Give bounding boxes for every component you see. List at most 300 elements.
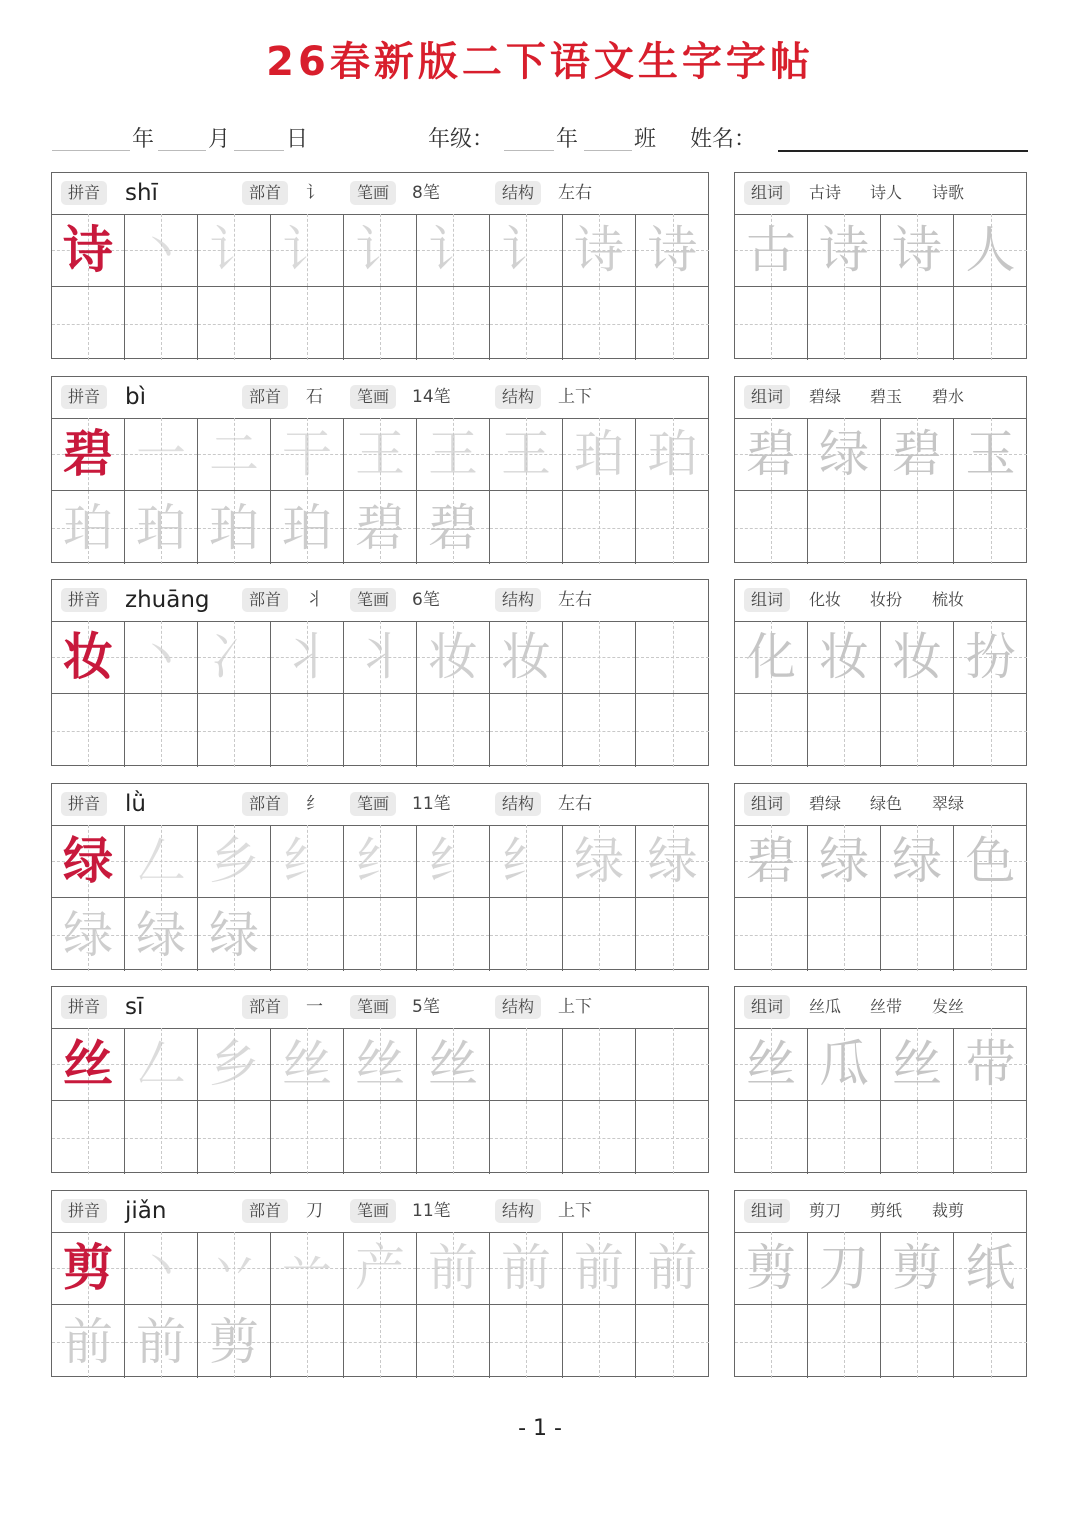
- writing-cell[interactable]: [198, 287, 271, 360]
- writing-cell[interactable]: [344, 621, 417, 694]
- character-block: [51, 1190, 1027, 1379]
- writing-cell[interactable]: [881, 1101, 954, 1174]
- writing-cell[interactable]: [808, 621, 881, 694]
- writing-cell[interactable]: [954, 287, 1027, 360]
- word-header: [735, 1191, 1026, 1233]
- writing-cell[interactable]: [563, 694, 636, 767]
- writing-cell[interactable]: [563, 621, 636, 694]
- trace-character: 人: [965, 221, 1016, 279]
- writing-cell[interactable]: [417, 1232, 490, 1305]
- writing-cell[interactable]: [344, 1028, 417, 1101]
- writing-cell[interactable]: [198, 214, 271, 287]
- model-character: 剪: [63, 1238, 113, 1297]
- writing-cell[interactable]: [417, 1028, 490, 1101]
- writing-cell[interactable]: [52, 694, 125, 767]
- strokes-tag: 笔画: [350, 995, 396, 1019]
- writing-cell[interactable]: [52, 1101, 125, 1174]
- writing-cell[interactable]: [735, 491, 808, 564]
- writing-cell[interactable]: [52, 214, 125, 287]
- stroke-step-char: 剪: [209, 1312, 259, 1371]
- writing-cell[interactable]: [881, 214, 954, 287]
- structure-value: 上下: [558, 997, 592, 1017]
- writing-cell[interactable]: [808, 1232, 881, 1305]
- word-item: 妆扮: [870, 590, 903, 609]
- writing-cell[interactable]: [417, 491, 490, 564]
- writing-cell[interactable]: [636, 825, 709, 898]
- writing-cell[interactable]: [417, 1305, 490, 1378]
- writing-cell[interactable]: [198, 825, 271, 898]
- writing-cell[interactable]: [125, 287, 198, 360]
- writing-cell[interactable]: [271, 1028, 344, 1101]
- writing-cell[interactable]: [52, 491, 125, 564]
- stroke-order-panel: [51, 1190, 709, 1377]
- character-block: [51, 579, 1027, 768]
- writing-cell[interactable]: [954, 1232, 1027, 1305]
- writing-cell[interactable]: [808, 1028, 881, 1101]
- student-info-row: [52, 118, 1028, 158]
- stroke-step-char: 讠: [355, 221, 405, 279]
- radical-tag: 部首: [242, 1199, 288, 1223]
- writing-cell[interactable]: [417, 214, 490, 287]
- writing-cell[interactable]: [490, 898, 563, 971]
- word-panel: [734, 986, 1027, 1173]
- writing-cell[interactable]: [198, 1028, 271, 1101]
- trace-character: 扮: [965, 628, 1016, 686]
- writing-cell[interactable]: [881, 694, 954, 767]
- writing-cell[interactable]: [881, 287, 954, 360]
- stroke-step-char: 䒑: [282, 1239, 332, 1297]
- writing-cell[interactable]: [125, 418, 198, 491]
- trace-character: 碧: [746, 832, 796, 890]
- writing-cell[interactable]: [954, 694, 1027, 767]
- grade-label: 年级：: [428, 127, 495, 152]
- stroke-step-char: 绿: [136, 905, 186, 964]
- writing-cell[interactable]: [52, 621, 125, 694]
- writing-cell[interactable]: [344, 1232, 417, 1305]
- stroke-step-char: 纟: [355, 832, 405, 890]
- writing-cell[interactable]: [198, 694, 271, 767]
- writing-cell[interactable]: [417, 418, 490, 491]
- stroke-step-char: 冫: [209, 628, 259, 686]
- stroke-step-char: 纟: [501, 832, 551, 890]
- words-tag: 组词: [744, 181, 790, 205]
- writing-cell[interactable]: [563, 418, 636, 491]
- writing-cell[interactable]: [417, 825, 490, 898]
- writing-cell[interactable]: [563, 898, 636, 971]
- writing-cell[interactable]: [344, 898, 417, 971]
- stroke-step-char: 碧: [428, 498, 478, 557]
- writing-cell[interactable]: [881, 898, 954, 971]
- writing-cell[interactable]: [881, 621, 954, 694]
- writing-cell[interactable]: [417, 1101, 490, 1174]
- writing-cell[interactable]: [954, 418, 1027, 491]
- word-item: 碧绿: [809, 387, 842, 406]
- radical-tag: 部首: [242, 181, 288, 205]
- stroke-step-char: 珀: [136, 498, 186, 557]
- character-info-header: [52, 580, 708, 622]
- writing-cell[interactable]: [344, 418, 417, 491]
- writing-cell[interactable]: [490, 1305, 563, 1378]
- writing-cell[interactable]: [563, 214, 636, 287]
- model-character: 碧: [63, 424, 113, 483]
- grade-blank[interactable]: [504, 150, 554, 151]
- strokes-tag: 笔画: [350, 588, 396, 612]
- trace-character: 剪: [746, 1239, 796, 1297]
- writing-cell[interactable]: [881, 1232, 954, 1305]
- writing-cell[interactable]: [490, 825, 563, 898]
- stroke-step-char: 前: [428, 1239, 478, 1297]
- writing-cell[interactable]: [735, 898, 808, 971]
- word-item: 剪刀: [809, 1201, 842, 1220]
- pinyin-value: zhuāng: [125, 587, 210, 613]
- pinyin-tag: 拼音: [61, 1199, 107, 1223]
- writing-cell[interactable]: [52, 1232, 125, 1305]
- writing-cell[interactable]: [735, 418, 808, 491]
- writing-cell[interactable]: [808, 825, 881, 898]
- stroke-step-char: 前: [136, 1312, 186, 1371]
- stroke-order-panel: [51, 986, 709, 1173]
- trace-character: 丝: [892, 1035, 942, 1093]
- writing-cell[interactable]: [125, 1028, 198, 1101]
- writing-cell[interactable]: [735, 1101, 808, 1174]
- writing-cell[interactable]: [417, 898, 490, 971]
- structure-tag: 结构: [495, 385, 541, 409]
- writing-cell[interactable]: [271, 287, 344, 360]
- strokes-value: 11笔: [412, 1201, 451, 1221]
- writing-cell[interactable]: [125, 898, 198, 971]
- writing-cell[interactable]: [954, 1028, 1027, 1101]
- writing-cell[interactable]: [808, 694, 881, 767]
- character-info-header: [52, 377, 708, 419]
- stroke-step-char: 前: [647, 1239, 698, 1297]
- writing-cell[interactable]: [563, 1028, 636, 1101]
- writing-cell[interactable]: [490, 621, 563, 694]
- pinyin-value: sī: [125, 994, 144, 1020]
- writing-cell[interactable]: [125, 825, 198, 898]
- stroke-step-char: 珀: [574, 425, 624, 483]
- writing-cell[interactable]: [954, 1305, 1027, 1378]
- trace-character: 碧: [746, 425, 796, 483]
- word-panel: [734, 172, 1027, 359]
- writing-cell[interactable]: [271, 1101, 344, 1174]
- stroke-step-char: 丝: [282, 1035, 332, 1093]
- stroke-step-char: 绿: [574, 832, 624, 890]
- character-block: [51, 986, 1027, 1175]
- trace-character: 碧: [892, 425, 942, 483]
- stroke-step-char: 𠃋: [136, 832, 186, 890]
- writing-cell[interactable]: [636, 287, 709, 360]
- writing-cell[interactable]: [735, 825, 808, 898]
- writing-cell[interactable]: [881, 491, 954, 564]
- writing-cell[interactable]: [808, 287, 881, 360]
- writing-cell[interactable]: [563, 1101, 636, 1174]
- stroke-step-char: 丬: [282, 628, 332, 686]
- writing-cell[interactable]: [125, 621, 198, 694]
- trace-character: 绿: [819, 832, 869, 890]
- writing-cell[interactable]: [954, 825, 1027, 898]
- pinyin-tag: 拼音: [61, 385, 107, 409]
- word-item: 碧绿: [809, 794, 842, 813]
- writing-cell[interactable]: [636, 1305, 709, 1378]
- pinyin-tag: 拼音: [61, 792, 107, 816]
- day-label: 日: [286, 127, 309, 152]
- year-blank[interactable]: [52, 150, 130, 151]
- writing-cell[interactable]: [808, 214, 881, 287]
- stroke-step-char: 妆: [501, 628, 551, 686]
- name-label: 姓名：: [690, 127, 757, 152]
- writing-cell[interactable]: [198, 1305, 271, 1378]
- writing-cell[interactable]: [735, 621, 808, 694]
- writing-cell[interactable]: [636, 214, 709, 287]
- stroke-step-char: 讠: [501, 221, 551, 279]
- writing-cell[interactable]: [563, 287, 636, 360]
- writing-cell[interactable]: [344, 694, 417, 767]
- writing-cell[interactable]: [271, 621, 344, 694]
- trace-character: 古: [746, 221, 796, 279]
- radical-value: 石: [306, 387, 323, 407]
- structure-tag: 结构: [495, 1199, 541, 1223]
- stroke-step-char: 丶: [136, 221, 186, 279]
- trace-character: 剪: [892, 1239, 942, 1297]
- writing-cell[interactable]: [52, 1305, 125, 1378]
- writing-cell[interactable]: [563, 825, 636, 898]
- month-label: 月: [208, 127, 231, 152]
- writing-cell[interactable]: [954, 491, 1027, 564]
- writing-cell[interactable]: [808, 1101, 881, 1174]
- word-item: 诗歌: [932, 183, 965, 202]
- word-panel: [734, 1190, 1027, 1377]
- writing-cell[interactable]: [881, 1305, 954, 1378]
- writing-cell[interactable]: [417, 694, 490, 767]
- stroke-step-char: 王: [501, 425, 551, 483]
- pinyin-value: bì: [125, 384, 146, 410]
- trace-character: 化: [746, 628, 796, 686]
- stroke-step-char: 妆: [428, 628, 478, 686]
- stroke-order-panel: [51, 172, 709, 359]
- writing-cell[interactable]: [808, 898, 881, 971]
- trace-character: 妆: [819, 628, 869, 686]
- page-number: - 1 -: [518, 1416, 562, 1441]
- writing-cell[interactable]: [954, 214, 1027, 287]
- writing-cell[interactable]: [344, 1305, 417, 1378]
- stroke-step-char: 绿: [647, 832, 698, 890]
- writing-cell[interactable]: [490, 214, 563, 287]
- stroke-order-panel: [51, 783, 709, 970]
- structure-tag: 结构: [495, 181, 541, 205]
- word-panel: [734, 783, 1027, 970]
- writing-cell[interactable]: [198, 621, 271, 694]
- writing-cell[interactable]: [881, 825, 954, 898]
- writing-cell[interactable]: [198, 1101, 271, 1174]
- stroke-step-char: 丬: [355, 628, 405, 686]
- writing-cell[interactable]: [52, 418, 125, 491]
- writing-cell[interactable]: [636, 694, 709, 767]
- strokes-value: 11笔: [412, 794, 451, 814]
- writing-cell[interactable]: [808, 1305, 881, 1378]
- writing-cell[interactable]: [417, 287, 490, 360]
- word-item: 裁剪: [932, 1201, 965, 1220]
- radical-value: 一: [306, 997, 323, 1017]
- class-blank[interactable]: [584, 150, 632, 151]
- word-item: 古诗: [809, 183, 842, 202]
- writing-cell[interactable]: [344, 214, 417, 287]
- writing-cell[interactable]: [125, 694, 198, 767]
- writing-cell[interactable]: [125, 1305, 198, 1378]
- writing-cell[interactable]: [563, 1305, 636, 1378]
- writing-cell[interactable]: [735, 1028, 808, 1101]
- character-block: [51, 376, 1027, 565]
- trace-character: 妆: [892, 628, 942, 686]
- writing-cell[interactable]: [636, 418, 709, 491]
- words-tag: 组词: [744, 385, 790, 409]
- words-tag: 组词: [744, 995, 790, 1019]
- writing-cell[interactable]: [271, 1232, 344, 1305]
- word-item: 碧水: [932, 387, 965, 406]
- writing-cell[interactable]: [198, 491, 271, 564]
- stroke-step-char: 绿: [209, 905, 259, 964]
- stroke-step-char: 诗: [574, 221, 624, 279]
- trace-character: 带: [965, 1035, 1016, 1093]
- strokes-value: 8笔: [412, 183, 440, 203]
- writing-cell[interactable]: [954, 621, 1027, 694]
- structure-value: 左右: [558, 183, 592, 203]
- structure-value: 左右: [558, 794, 592, 814]
- structure-tag: 结构: [495, 588, 541, 612]
- writing-cell[interactable]: [954, 898, 1027, 971]
- writing-cell[interactable]: [636, 1232, 709, 1305]
- word-header: [735, 987, 1026, 1029]
- pinyin-value: shī: [125, 180, 158, 206]
- strokes-tag: 笔画: [350, 181, 396, 205]
- writing-cell[interactable]: [271, 694, 344, 767]
- year-label: 年: [132, 127, 155, 152]
- pinyin-tag: 拼音: [61, 995, 107, 1019]
- stroke-step-char: 乡: [209, 1035, 259, 1093]
- writing-cell[interactable]: [881, 1028, 954, 1101]
- stroke-step-char: 前: [574, 1239, 624, 1297]
- writing-cell[interactable]: [490, 1101, 563, 1174]
- writing-cell[interactable]: [490, 418, 563, 491]
- writing-cell[interactable]: [52, 1028, 125, 1101]
- writing-cell[interactable]: [344, 825, 417, 898]
- structure-value: 上下: [558, 387, 592, 407]
- strokes-tag: 笔画: [350, 385, 396, 409]
- class-label: 班: [634, 127, 657, 152]
- writing-cell[interactable]: [198, 418, 271, 491]
- writing-cell[interactable]: [490, 1028, 563, 1101]
- pinyin-tag: 拼音: [61, 588, 107, 612]
- words-tag: 组词: [744, 588, 790, 612]
- writing-cell[interactable]: [636, 1101, 709, 1174]
- grade-year-label: 年: [556, 127, 579, 152]
- writing-cell[interactable]: [636, 621, 709, 694]
- stroke-step-char: 讠: [428, 221, 478, 279]
- writing-cell[interactable]: [198, 898, 271, 971]
- writing-cell[interactable]: [271, 825, 344, 898]
- writing-cell[interactable]: [271, 1305, 344, 1378]
- trace-character: 诗: [892, 221, 942, 279]
- word-header: [735, 784, 1026, 826]
- radical-value: 讠: [306, 183, 323, 203]
- structure-tag: 结构: [495, 792, 541, 816]
- writing-cell[interactable]: [417, 621, 490, 694]
- strokes-value: 14笔: [412, 387, 451, 407]
- writing-cell[interactable]: [808, 491, 881, 564]
- stroke-step-char: 纟: [428, 832, 478, 890]
- word-item: 翠绿: [932, 794, 965, 813]
- writing-cell[interactable]: [490, 694, 563, 767]
- stroke-step-char: 纟: [282, 832, 332, 890]
- writing-cell[interactable]: [125, 214, 198, 287]
- writing-cell[interactable]: [735, 287, 808, 360]
- writing-cell[interactable]: [125, 1101, 198, 1174]
- word-item: 剪纸: [870, 1201, 903, 1220]
- writing-cell[interactable]: [125, 491, 198, 564]
- writing-cell[interactable]: [636, 491, 709, 564]
- word-item: 梳妆: [932, 590, 965, 609]
- writing-cell[interactable]: [344, 1101, 417, 1174]
- writing-cell[interactable]: [125, 1232, 198, 1305]
- word-item: 碧玉: [870, 387, 903, 406]
- stroke-step-char: 讠: [282, 221, 332, 279]
- writing-cell[interactable]: [52, 825, 125, 898]
- writing-cell[interactable]: [344, 491, 417, 564]
- trace-character: 丝: [746, 1035, 796, 1093]
- writing-cell[interactable]: [198, 1232, 271, 1305]
- month-blank[interactable]: [158, 150, 206, 151]
- stroke-order-panel: [51, 376, 709, 563]
- writing-cell[interactable]: [563, 491, 636, 564]
- writing-cell[interactable]: [636, 1028, 709, 1101]
- character-info-header: [52, 173, 708, 215]
- radical-tag: 部首: [242, 995, 288, 1019]
- writing-cell[interactable]: [52, 898, 125, 971]
- writing-cell[interactable]: [808, 418, 881, 491]
- writing-cell[interactable]: [271, 491, 344, 564]
- structure-value: 上下: [558, 1201, 592, 1221]
- writing-cell[interactable]: [735, 694, 808, 767]
- writing-cell[interactable]: [271, 898, 344, 971]
- radical-value: 丬: [306, 590, 323, 610]
- stroke-step-char: 𠃋: [136, 1035, 186, 1093]
- writing-cell[interactable]: [271, 214, 344, 287]
- writing-cell[interactable]: [52, 287, 125, 360]
- writing-cell[interactable]: [563, 1232, 636, 1305]
- name-blank[interactable]: [778, 150, 1028, 152]
- writing-cell[interactable]: [735, 1232, 808, 1305]
- day-blank[interactable]: [234, 150, 284, 151]
- character-info-header: [52, 987, 708, 1029]
- trace-character: 纸: [965, 1239, 1016, 1297]
- pinyin-value: lǜ: [125, 791, 146, 817]
- words-tag: 组词: [744, 792, 790, 816]
- writing-cell[interactable]: [271, 418, 344, 491]
- word-item: 丝瓜: [809, 997, 842, 1016]
- radical-tag: 部首: [242, 385, 288, 409]
- stroke-step-char: 前: [501, 1239, 551, 1297]
- writing-cell[interactable]: [735, 1305, 808, 1378]
- writing-cell[interactable]: [490, 1232, 563, 1305]
- stroke-step-char: 诗: [647, 221, 698, 279]
- writing-cell[interactable]: [735, 214, 808, 287]
- writing-cell[interactable]: [344, 287, 417, 360]
- writing-cell[interactable]: [490, 491, 563, 564]
- stroke-step-char: 珀: [209, 498, 259, 557]
- writing-cell[interactable]: [636, 898, 709, 971]
- writing-cell[interactable]: [954, 1101, 1027, 1174]
- writing-cell[interactable]: [490, 287, 563, 360]
- writing-cell[interactable]: [881, 418, 954, 491]
